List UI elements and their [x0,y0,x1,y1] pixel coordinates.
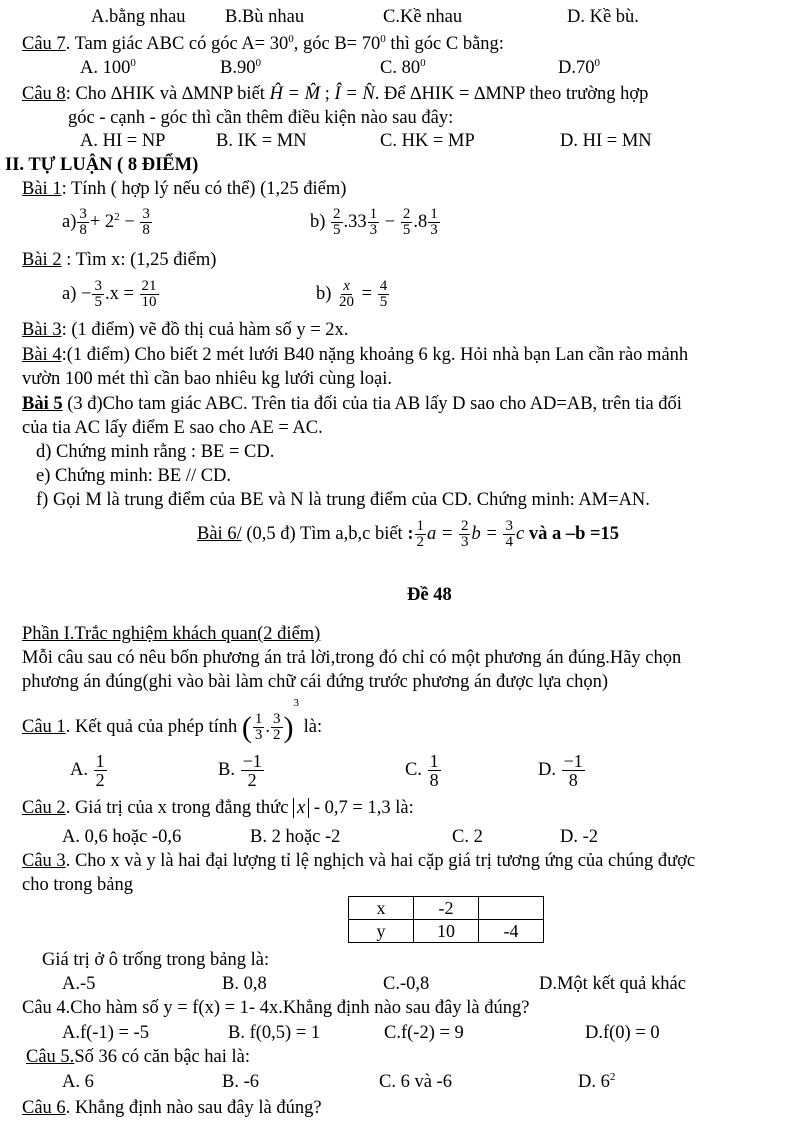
bai-6: Bài 6/ (0,5 đ) Tìm a,b,c biết : $\frac{1}{2}$ a = $\frac{2}{3}$ b = $\frac{3}{4}$ c và a –b =15 [197,518,620,551]
question-3: Câu 3. Cho x và y là hai đại lượng tỉ lệ nghịch và hai cặp giá trị tương ứng của chúng được [22,851,696,871]
q1-option-d: D. $\frac{-1}{8}$ [538,751,583,791]
table-row [349,920,544,943]
value-table [348,896,544,943]
bai-3-label: Bài 3 [22,320,62,340]
q2-option-c: C. 2 [452,827,483,847]
question-2-label: Câu 2 [22,798,66,818]
question-1: Câu 1. Kết quả của phép tính ( $\frac{1}{3}$ . $\frac{3}{2}$ )$^3$ là: [22,697,323,744]
q6-option-a: A.bằng nhau [91,7,186,27]
q2-option-d: D. -2 [560,827,599,847]
part-2-heading: II. TỰ LUẬN ( 8 ĐIỂM) [5,155,199,175]
bai-5-part-e: e) Chứng minh: BE // CD. [36,466,232,486]
q7-option-a: A. $100^0$ [80,56,136,78]
question-6-label: Câu 6 [22,1098,66,1118]
q8-option-a: A. HI = NP [80,131,166,151]
question-4: Câu 4.Cho hàm số y = f(x) = 1- 4x.Khẳng định nào sau đây là đúng? [22,998,530,1018]
bai-4-label: Bài 4 [22,345,62,365]
q3-option-d: D.Một kết quả khác [539,974,686,994]
question-5: Câu 5.Số 36 có căn bậc hai là: [26,1047,250,1067]
q4-option-d: D.f(0) = 0 [585,1023,660,1043]
q5-option-c: C. 6 và -6 [379,1072,452,1092]
question-2: Câu 2. Giá trị của x trong đẳng thức x - 0,7 = 1,3 là: [22,798,414,818]
q7-option-c: C. $80^0$ [380,56,426,78]
q4-option-b: B. f(0,5) = 1 [228,1023,321,1043]
q2-option-a: A. 0,6 hoặc -0,6 [62,827,182,847]
table-cell: -2 [414,897,479,920]
table-cell: -4 [479,920,544,943]
bai-4: Bài 4:(1 điểm) Cho biết 2 mét lưới B40 nặng khoảng 6 kg. Hỏi nhà bạn Lan cần rào mảnh [22,345,689,365]
q5-option-a: A. 6 [62,1072,94,1092]
question-1-label: Câu 1 [22,717,66,737]
table-cell: x [349,897,414,920]
question-7: Câu 7. Tam giác ABC có góc $A= 30^0$, góc $B= 70^0$ thì góc C bằng: [22,32,504,54]
q6-option-c: C.Kề nhau [383,7,463,27]
q8-option-d: D. HI = MN [560,131,652,151]
question-3-line2: cho trong bảng [22,875,133,895]
bai-2: Bài 2 : Tìm x: (1,25 điểm) [22,250,217,270]
bai-5-part-d: d) Chứng minh rằng : BE = CD. [36,442,275,462]
bai-4-line2: vườn 100 mét thì cần bao nhiêu kg lưới cùng loại. [22,369,392,389]
table-cell: 10 [414,920,479,943]
q1-option-c: C. $\frac{1}{8}$ [405,751,439,791]
bai-5-line2: của tia AC lấy điểm E sao cho AE = AC. [22,418,323,438]
bai-2a: a) − $\frac{3}{5}$ .x = $\frac{21}{10}$ [62,278,157,311]
q3-option-b: B. 0,8 [222,974,267,994]
q5-option-b: B. -6 [222,1072,259,1092]
q6-option-b: B.Bù nhau [225,7,305,27]
table-cell [479,897,544,920]
bai-2b: b) $\frac{x}{20}$ = $\frac{4}{5}$ [316,278,388,311]
bai-1-label: Bài 1 [22,179,62,199]
question-8: Câu 8: Cho ∆HIK và ∆MNP biết Ĥ = M̂ ; Î = N̂. Để ∆HIK = ∆MNP theo trường hợp [22,84,649,104]
part-1-heading: Phần I.Trắc nghiệm khách quan(2 điểm) [22,624,321,644]
bai-1a: a) $\frac{3}{8}$ + $2^2$ − $\frac{3}{8}$ [62,206,150,239]
bai-2-label: Bài 2 [22,250,62,270]
q6-option-d: D. Kề bù. [567,7,639,27]
q8-option-c: C. HK = MP [380,131,475,151]
question-7-label: Câu 7 [22,34,66,54]
question-3-label: Câu 3 [22,851,66,871]
bai-1: Bài 1: Tính ( hợp lý nếu có thể) (1,25 điểm) [22,179,347,199]
q4-option-a: A.f(-1) = -5 [62,1023,149,1043]
q4-option-c: C.f(-2) = 9 [384,1023,464,1043]
bai-5-part-f: f) Gọi M là trung điểm của BE và N là trung điểm của CD. Chứng minh: AM=AN. [36,490,650,510]
question-8-line2: góc - cạnh - góc thì cần thêm điều kiện nào sau đây: [68,108,454,128]
bai-6-label: Bài 6/ [197,524,242,544]
question-6: Câu 6. Khẳng định nào sau đây là đúng? [22,1098,322,1118]
bai-1b: b) $\frac{2}{5}$ .33 $\frac{1}{3}$ − $\frac{2}{5}$ .8 $\frac{1}{3}$ [310,206,438,239]
q2-option-b: B. 2 hoặc -2 [250,827,341,847]
q5-option-d: D. $6^2$ [578,1070,616,1092]
bai-5-label: Bài 5 [22,394,63,414]
question-5-label: Câu 5. [26,1047,75,1067]
part-1-instructions-line1: Mỗi câu sau có nêu bốn phương án trả lời,trong đó chỉ có một phương án đúng.Hãy chọn [22,648,682,668]
bai-3: Bài 3: (1 điểm) vẽ đồ thị cuả hàm số y = 2x. [22,320,349,340]
q1-option-a: A. $\frac{1}{2}$ [70,751,105,791]
bai-5: Bài 5 (3 đ)Cho tam giác ABC. Trên tia đối của tia AB lấy D sao cho AD=AB, trên tia đối [22,394,682,414]
table-row [349,897,544,920]
q1-option-b: B. $\frac{-1}{2}$ [218,751,262,791]
question-8-label: Câu 8 [22,84,66,104]
table-cell: y [349,920,414,943]
exam-title: Đề 48 [407,585,452,605]
question-3-prompt: Giá trị ở ô trống trong bảng là: [42,950,270,970]
q8-option-b: B. IK = MN [216,131,307,151]
q3-option-c: C.-0,8 [383,974,430,994]
part-1-instructions-line2: phương án đúng(ghi vào bài làm chữ cái đứng trước phương án được lựa chọn) [22,672,609,692]
q7-option-d: $D.70^0$ [558,56,600,78]
q3-option-a: A.-5 [62,974,96,994]
q7-option-b: $B.90^0$ [220,56,261,78]
